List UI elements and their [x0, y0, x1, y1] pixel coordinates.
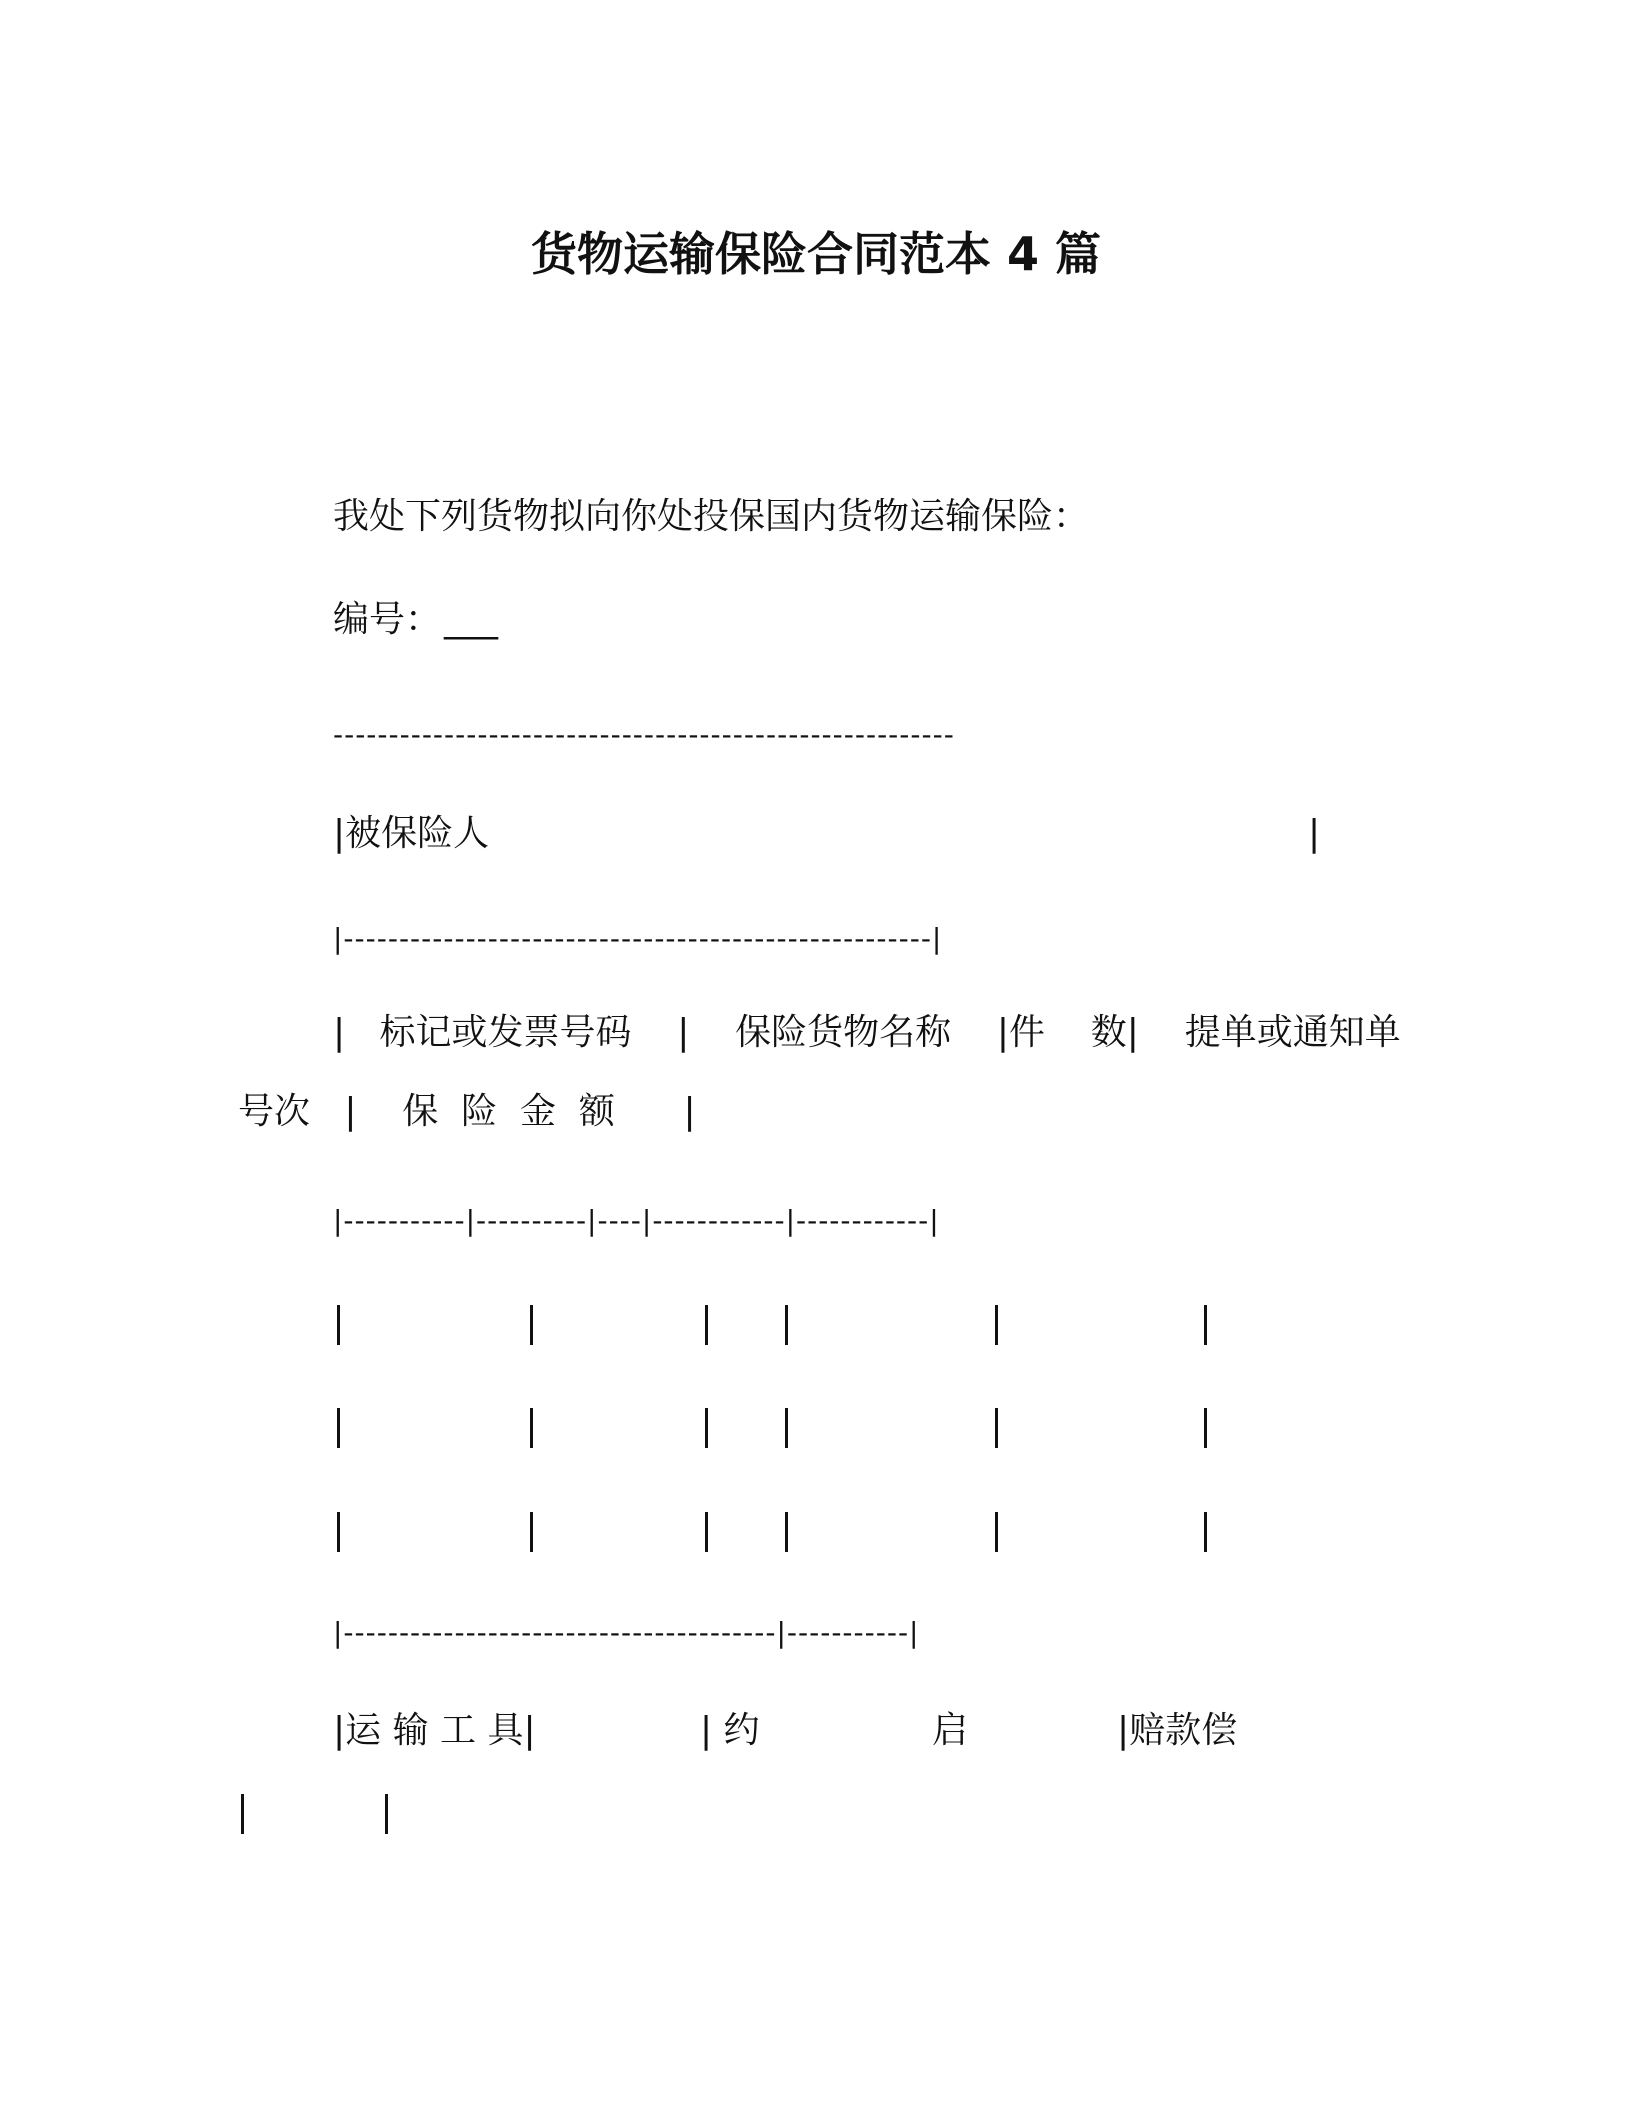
- boxed-rule-line: |-----------------------------------------------------|: [333, 922, 943, 955]
- transport-cell-start: 启: [932, 1710, 969, 1751]
- insured-end-bar: |: [1308, 813, 1321, 854]
- cell-divider: [705, 1512, 708, 1552]
- cell-divider: [995, 1512, 998, 1552]
- cell-divider: [530, 1305, 533, 1345]
- transport-cell-agree: | 约: [700, 1710, 760, 1751]
- transport-cell-compensation: |赔款偿: [1117, 1710, 1238, 1751]
- cell-divider: [785, 1305, 788, 1345]
- cell-divider: [995, 1305, 998, 1345]
- number-label: 编号：: [333, 599, 442, 640]
- cell-divider: [705, 1305, 708, 1345]
- cell-divider: [530, 1512, 533, 1552]
- intro-text: 我处下列货物拟向你处投保国内货物运输保险：: [333, 496, 1090, 537]
- cell-divider: [385, 1794, 388, 1834]
- document-title: 货物运输保险合同范本 4 篇: [530, 227, 1102, 281]
- cell-divider: [1204, 1305, 1207, 1345]
- rule-line: --------------------------------------------------------: [333, 718, 955, 751]
- column-separator-line: |-----------|----------|----|------------|------------|: [333, 1204, 940, 1237]
- cell-divider: [785, 1512, 788, 1552]
- cell-divider: [995, 1408, 998, 1448]
- transport-cell-label: |运 输 工 具|: [333, 1710, 536, 1751]
- insured-label: |被保险人: [333, 813, 490, 854]
- cell-divider: [1204, 1408, 1207, 1448]
- bottom-separator-line: |---------------------------------------|-----------|: [333, 1616, 920, 1649]
- cell-divider: [530, 1408, 533, 1448]
- table-header-line2: 号次 | 保 险 金 额 |: [238, 1091, 696, 1132]
- cell-divider: [705, 1408, 708, 1448]
- cell-divider: [337, 1408, 340, 1448]
- cell-divider: [1204, 1512, 1207, 1552]
- cell-divider: [241, 1794, 244, 1834]
- cell-divider: [337, 1512, 340, 1552]
- number-blank: ___: [444, 599, 498, 640]
- cell-divider: [337, 1305, 340, 1345]
- table-header-line1: | 标记或发票号码 | 保险货物名称 |件 数| 提单或通知单: [333, 1012, 1401, 1053]
- cell-divider: [785, 1408, 788, 1448]
